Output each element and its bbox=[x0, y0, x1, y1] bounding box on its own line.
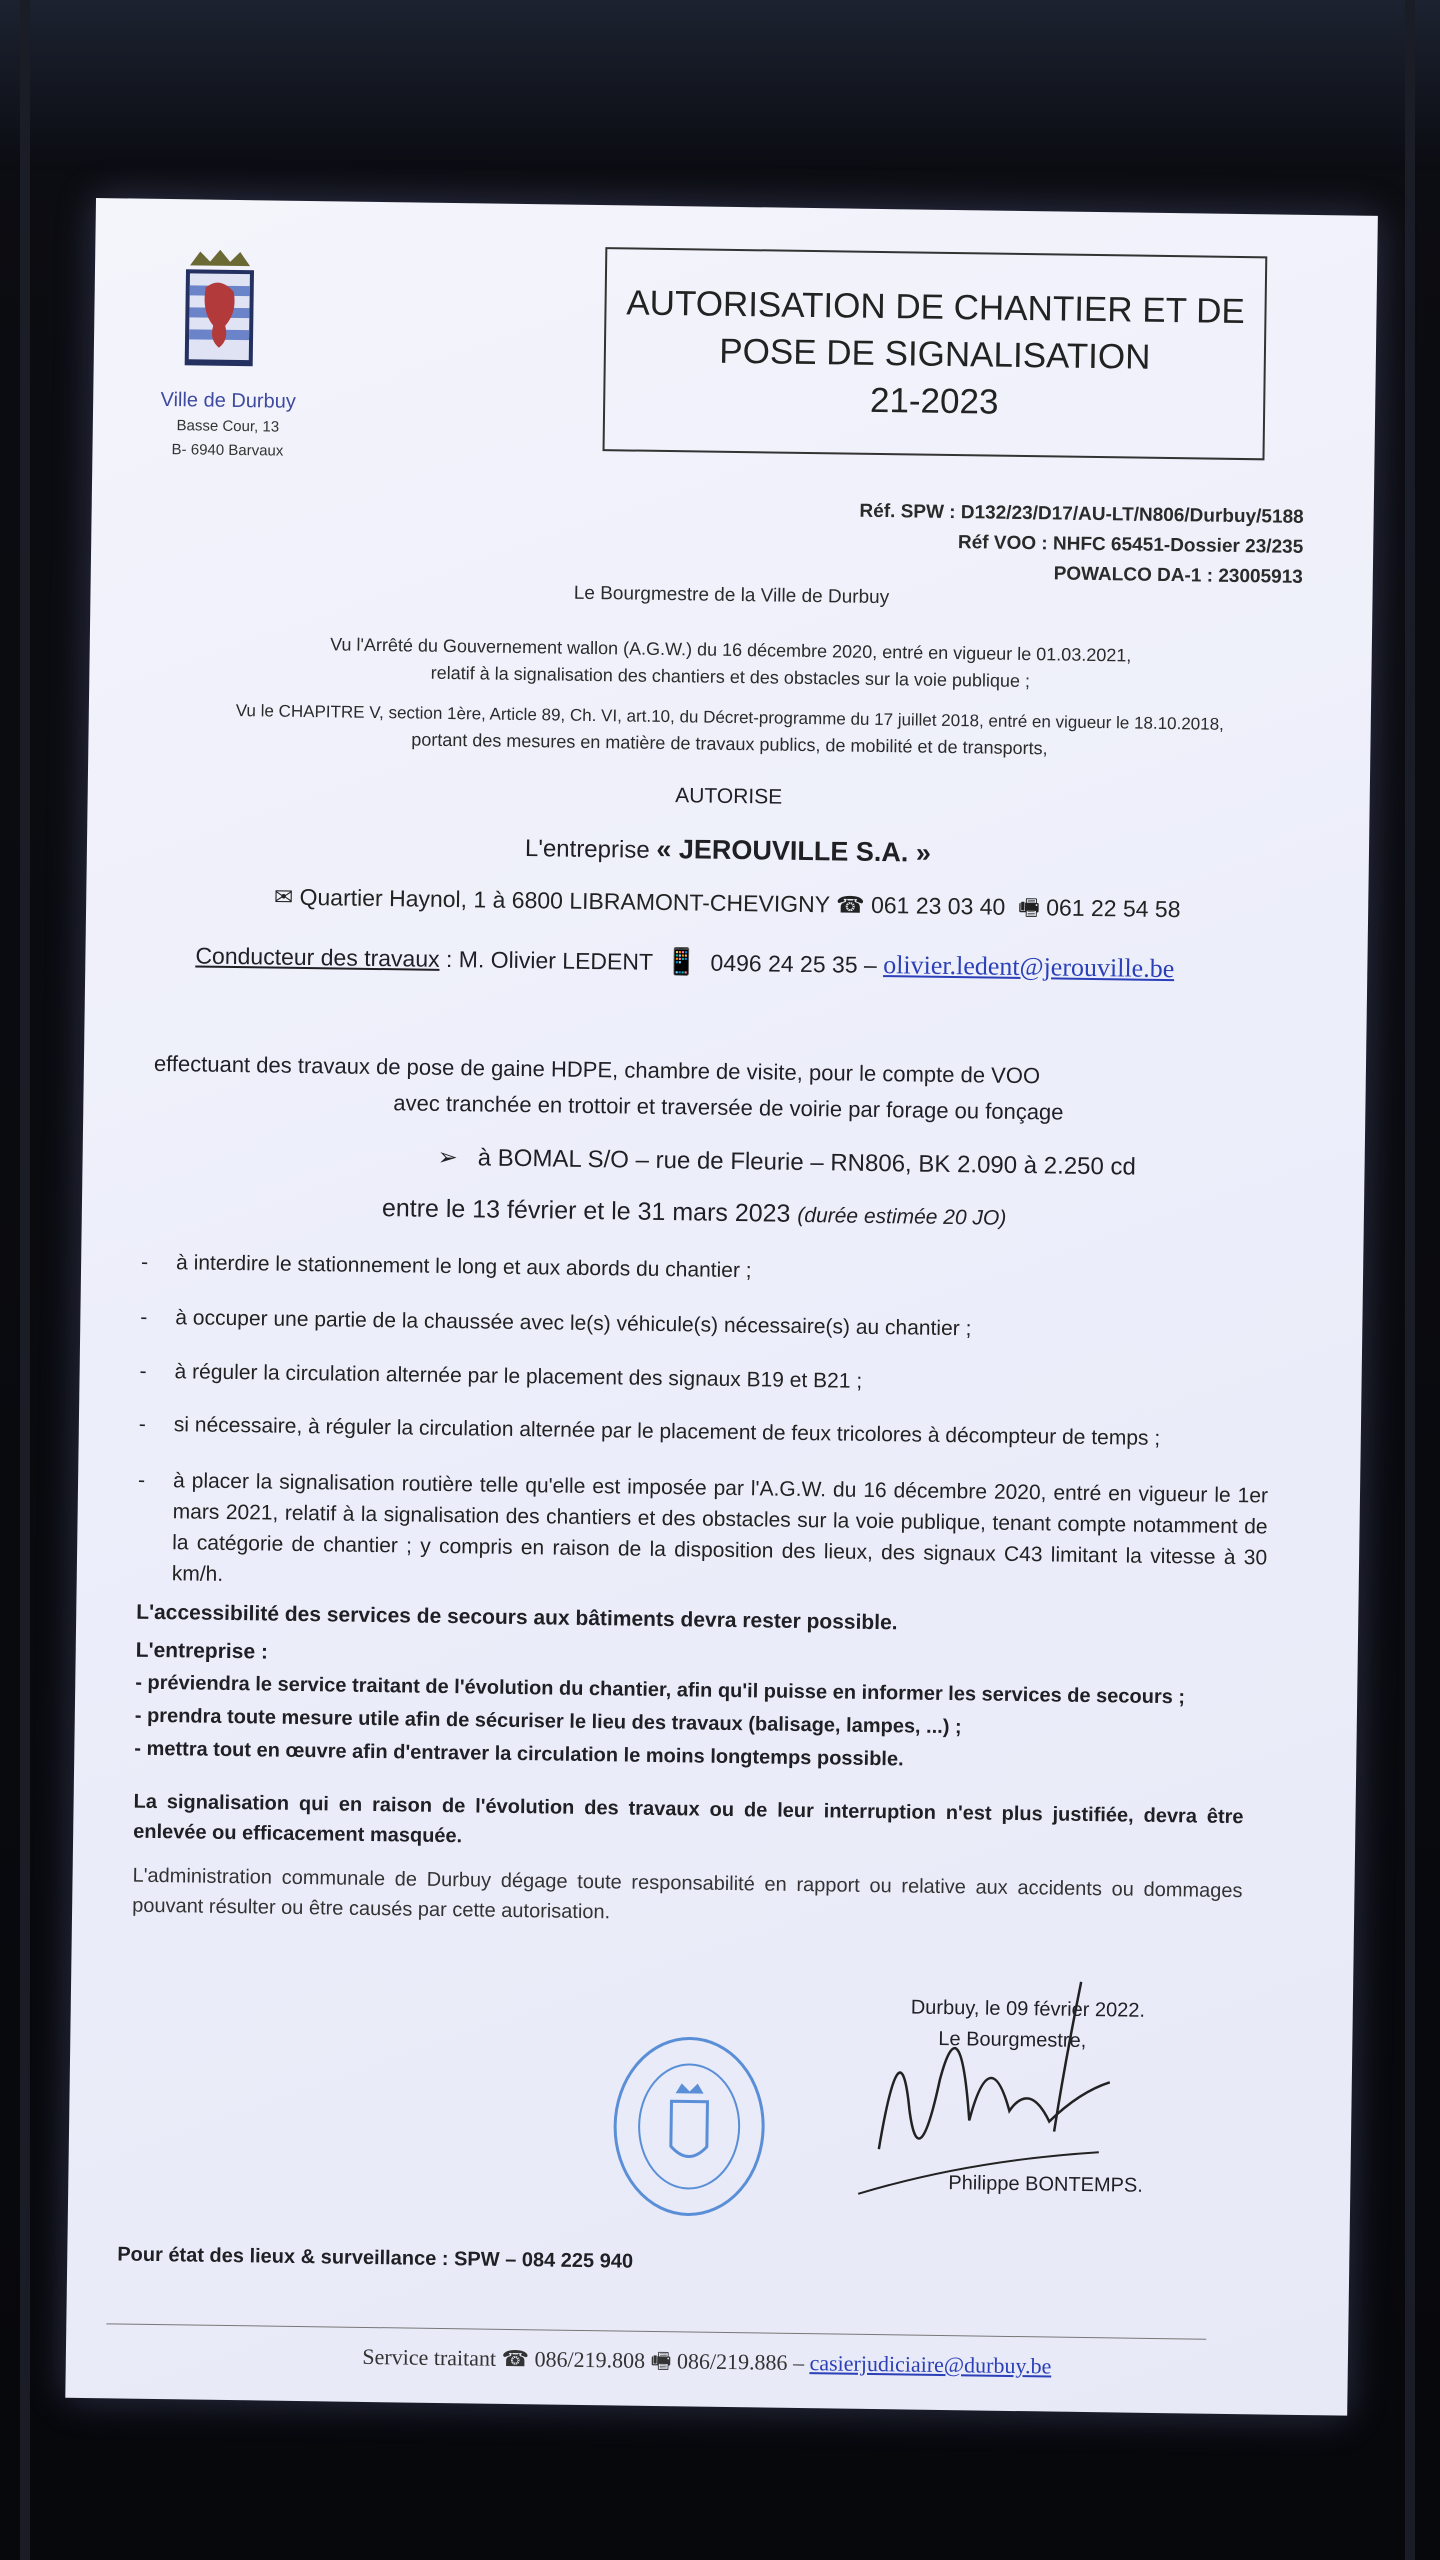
company-prefix: L'entreprise bbox=[524, 835, 650, 864]
obligation-item: - prendra toute mesure utile afin de sécuriser le lieu des travaux (balisage, lampes, ...) ; bbox=[134, 1704, 962, 1739]
signature-role: Le Bourgmestre, bbox=[938, 2027, 1087, 2053]
background-glare bbox=[0, 0, 1440, 170]
duration-text: (durée estimée 20 JO) bbox=[797, 1203, 1007, 1230]
bullet-text: si nécessaire, à réguler la circulation alternée par le placement de feux tricolores à décompteur de temps ; bbox=[173, 1413, 1161, 1450]
bullet-item: - à interdire le stationnement le long et aux abords du chantier ; bbox=[141, 1247, 1271, 1294]
footer-fax: 086/219.886 bbox=[676, 2348, 788, 2375]
accessibility-note: L'accessibilité des services de secours aux bâtiments devra rester possible. bbox=[136, 1600, 898, 1635]
address-line-1: Basse Cour, 13 bbox=[176, 417, 280, 436]
footer-phone: 086/219.808 bbox=[534, 2346, 646, 2373]
conductor-label: Conducteur des travaux bbox=[195, 942, 440, 972]
mobile-phone-icon: 📱 bbox=[665, 946, 698, 977]
company-address: Quartier Haynol, 1 à 6800 LIBRAMONT-CHEVIGNY bbox=[299, 883, 830, 918]
bullet-text: à réguler la circulation alternée par le placement des signaux B19 et B21 ; bbox=[174, 1360, 863, 1393]
footer-divider bbox=[106, 2323, 1206, 2339]
obligation-item: - préviendra le service traitant de l'évolution du chantier, afin qu'il puisse en informer les services de secours ; bbox=[135, 1671, 1186, 1709]
bullet-item: - à occuper une partie de la chaussée avec le(s) véhicule(s) nécessaire(s) au chantier ; bbox=[140, 1302, 1270, 1349]
conductor-email-link[interactable]: olivier.ledent@jerouville.be bbox=[882, 950, 1175, 984]
consideration-3: Vu le CHAPITRE V, section 1ère, Article 89, Ch. VI, art.10, du Décret-programme du 17 juillet 2018, entré en vigueur le 18.10.2018, bbox=[235, 701, 1224, 734]
conductor-mobile: 0496 24 25 35 bbox=[710, 949, 858, 978]
consideration-2: relatif à la signalisation des chantiers et des obstacles sur la voie publique ; bbox=[430, 662, 1031, 692]
municipal-stamp-icon bbox=[608, 2030, 771, 2222]
frame-left bbox=[20, 0, 30, 2560]
disclaimer: L'administration communale de Durbuy dégage toute responsabilité en rapport ou relative aux accidents ou dommages pouvant résulter ou être causés par cette autorisation. bbox=[132, 1864, 1243, 1924]
notice-document bbox=[65, 198, 1378, 2416]
ref-spw: Réf. SPW : D132/23/D17/AU-LT/N806/Durbuy/5188 bbox=[859, 500, 1304, 528]
bullet-text: à occuper une partie de la chaussée avec le(s) véhicule(s) nécessaire(s) au chantier ; bbox=[175, 1306, 972, 1341]
company-phone: 061 23 03 40 bbox=[870, 891, 1006, 920]
removal-note: La signalisation qui en raison de l'évolution des travaux ou de leur interruption n'est plus justifiée, devra être enlevée ou efficacement masquée. bbox=[133, 1790, 1244, 1848]
footer-label: Service traitant bbox=[362, 2343, 497, 2371]
bullet-item: - à réguler la circulation alternée par le placement des signaux B19 et B21 ; bbox=[139, 1356, 1269, 1403]
period-text: entre le 13 février et le 31 mars 2023 bbox=[381, 1194, 791, 1228]
company-contact-line bbox=[86, 878, 1368, 935]
issuer: Le Bourgmestre de la Ville de Durbuy bbox=[573, 582, 890, 609]
mail-icon: ✉ bbox=[273, 883, 294, 910]
consideration-4: portant des mesures en matière de travaux publics, de mobilité et de transports, bbox=[411, 729, 1048, 759]
obligations-title: L'entreprise : bbox=[135, 1638, 269, 1664]
location-text: à BOMAL S/O – rue de Fleurie – RN806, BK 2.090 à 2.250 cd bbox=[477, 1144, 1137, 1181]
company-fax: 061 22 54 58 bbox=[1046, 894, 1181, 923]
bullet-item: - à placer la signalisation routière telle qu'elle est imposée par l'A.G.W. du 16 décembre 2020, entré en vigueur le 1er mars 2021, relatif à la signalisation des chantiers et des obstacles sur la voie publique, tenant compte notamment de la catégorie de chantier ; y compris en raison de la disposition des lieux, des signaux C43 limitant la vitesse à 30 km/h. bbox=[137, 1465, 1269, 1605]
footer-email-link[interactable]: casierjudiciaire@durbuy.be bbox=[809, 2350, 1052, 2379]
title-line-2: POSE DE SIGNALISATION bbox=[719, 331, 1151, 377]
fax-icon: 🖷 bbox=[650, 2347, 672, 2374]
conductor-line bbox=[195, 939, 1295, 985]
consideration-1: Vu l'Arrêté du Gouvernement wallon (A.G.W.) du 16 décembre 2020, entré en vigueur le 01.03.2021, bbox=[330, 634, 1132, 666]
ref-voo: Réf VOO : NHFC 65451-Dossier 23/235 bbox=[957, 532, 1304, 558]
signatory-name: Philippe BONTEMPS. bbox=[948, 2172, 1144, 2197]
title-line-3: 21-2023 bbox=[869, 380, 999, 422]
bullet-item: - si nécessaire, à réguler la circulation alternée par le placement de feux tricolores à décompteur de temps ; bbox=[139, 1409, 1269, 1456]
company-name: « JEROUVILLE S.A. » bbox=[656, 833, 932, 868]
phone-icon: ☎ bbox=[501, 2345, 530, 2372]
signature-place-date: Durbuy, le 09 février 2022. bbox=[910, 1996, 1146, 2022]
works-line-1: effectuant des travaux de pose de gaine HDPE, chambre de visite, pour le compte de VOO bbox=[153, 1050, 1041, 1089]
works-line-2: avec tranchée en trottoir et traversée de voirie par forage ou fonçage bbox=[393, 1090, 1064, 1125]
bullet-text: à placer la signalisation routière telle qu'elle est imposée par l'A.G.W. du 16 décembre 2020, entré en vigueur le 1er mars 2021, relatif à la signalisation des chantiers et des obstacles sur la voie publique, tenant compte notamment de la catégorie de chantier ; y compris en raison de la disposition des lieux, des signaux C43 limitant la vitesse à 30 km/h. bbox=[171, 1469, 1269, 1586]
obligation-item: - mettra tout en œuvre afin d'entraver la circulation le moins longtemps possible. bbox=[134, 1737, 904, 1771]
footer-separator: – bbox=[792, 2349, 805, 2376]
coat-of-arms-icon bbox=[179, 247, 261, 370]
works-location bbox=[437, 1143, 1136, 1182]
frame-right bbox=[1405, 0, 1415, 2560]
conductor-name: : M. Olivier LEDENT bbox=[445, 945, 653, 975]
title-line-1: AUTORISATION DE CHANTIER ET DE bbox=[626, 282, 1246, 331]
supervision-note: Pour état des lieux & surveillance : SPW – 084 225 940 bbox=[117, 2243, 634, 2273]
address-line-2: B- 6940 Barvaux bbox=[171, 441, 284, 460]
company-line bbox=[87, 826, 1369, 875]
document-title-box bbox=[603, 247, 1268, 460]
fax-icon: 🖷 bbox=[1017, 893, 1041, 921]
references bbox=[858, 497, 1303, 593]
ref-powalco: POWALCO DA-1 : 23005913 bbox=[1053, 563, 1303, 588]
phone-icon: ☎ bbox=[835, 891, 865, 918]
authorise-heading: AUTORISE bbox=[675, 784, 783, 809]
separator: – bbox=[863, 951, 877, 978]
municipality-name: Ville de Durbuy bbox=[160, 388, 296, 413]
works-period bbox=[382, 1194, 1007, 1232]
footer-contact bbox=[66, 2336, 1348, 2392]
arrow-bullet-icon: ➢ bbox=[437, 1143, 458, 1172]
bullet-text: à interdire le stationnement le long et aux abords du chantier ; bbox=[175, 1251, 752, 1283]
